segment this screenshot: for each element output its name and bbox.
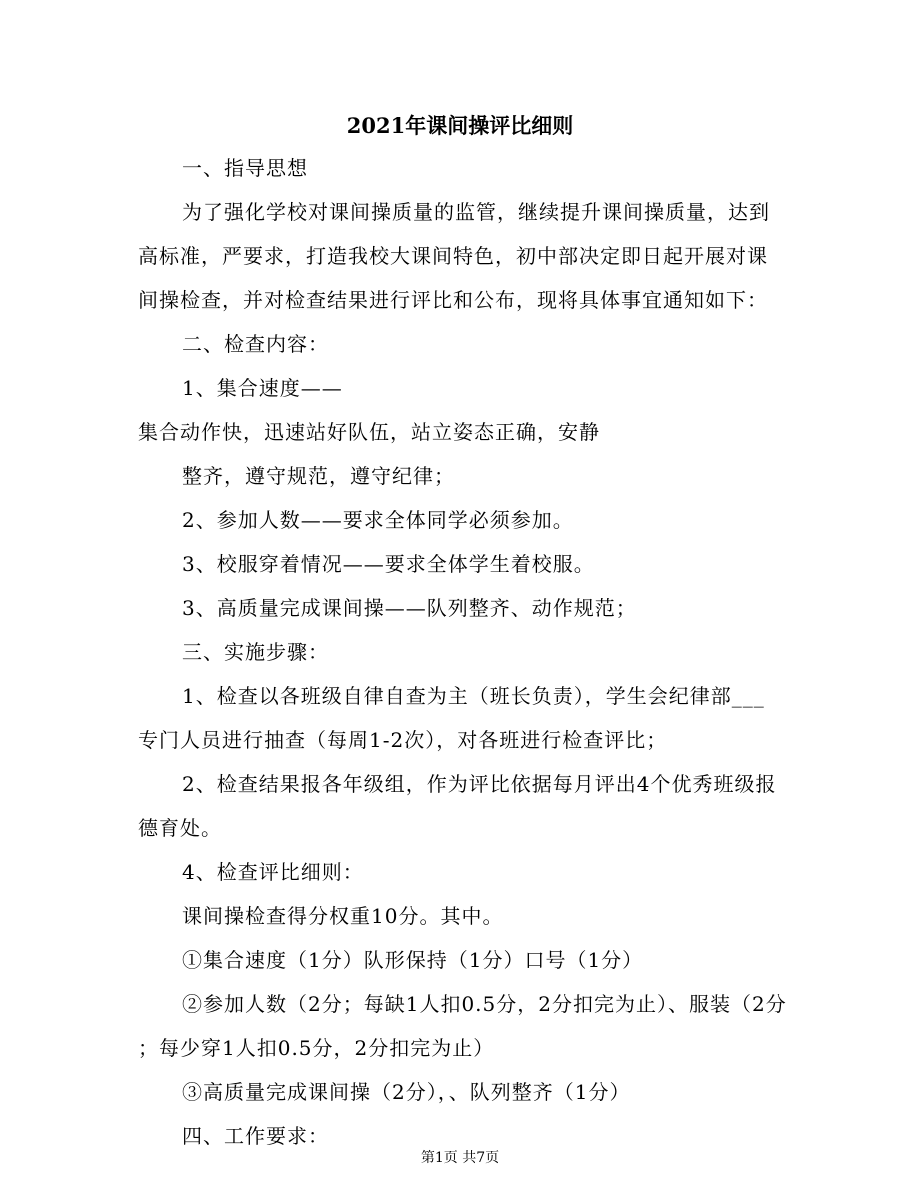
paragraph-line: 德育处。 [138, 816, 222, 840]
list-item: 1、集合速度—— [182, 376, 343, 400]
list-item: ①集合速度（1分）队形保持（1分）口号（1分） [182, 948, 644, 972]
page-number: 第1页 共7页 [420, 1150, 500, 1166]
paragraph-line: 间操检查，并对检查结果进行评比和公布，现将具体事宜通知如下： [138, 288, 768, 312]
paragraph-line: 课间操检查得分权重10分。其中。 [182, 904, 504, 928]
paragraph-line: 高标准，严要求，打造我校大课间特色，初中部决定即日起开展对课 [138, 244, 768, 268]
document-title: 2021年课间操评比细则 [346, 113, 574, 138]
heading-inspection-content: 二、检查内容： [182, 332, 329, 356]
paragraph-line: 为了强化学校对课间操质量的监管，继续提升课间操质量，达到 [182, 200, 770, 224]
list-item: 2、参加人数——要求全体同学必须参加。 [182, 508, 574, 532]
list-item: 3、校服穿着情况——要求全体学生着校服。 [182, 552, 595, 576]
list-item: 3、高质量完成课间操——队列整齐、动作规范； [182, 596, 637, 620]
list-item: 1、检查以各班级自律自查为主（班长负责），学生会纪律部___ [182, 684, 765, 708]
list-item: 4、检查评比细则： [182, 860, 364, 884]
paragraph-line: 集合动作快，迅速站好队伍，站立姿态正确，安静 [138, 420, 600, 444]
paragraph-line: 整齐，遵守规范，遵守纪律； [182, 464, 455, 488]
heading-implementation-steps: 三、实施步骤： [182, 640, 329, 664]
heading-work-requirements: 四、工作要求： [182, 1124, 329, 1148]
paragraph-line: 专门人员进行抽查（每周1-2次），对各班进行检查评比； [138, 728, 668, 752]
list-item: 2、检查结果报各年级组，作为评比依据每月评出4个优秀班级报 [182, 772, 777, 796]
list-item: ②参加人数（2分；每缺1人扣0.5分，2分扣完为止）、服装（2分 [182, 992, 787, 1016]
list-item: ③高质量完成课间操（2分），、队列整齐（1分） [182, 1080, 631, 1104]
paragraph-line: ；每少穿1人扣0.5分，2分扣完为止） [138, 1036, 495, 1060]
heading-guiding-principle: 一、指导思想 [182, 156, 308, 180]
